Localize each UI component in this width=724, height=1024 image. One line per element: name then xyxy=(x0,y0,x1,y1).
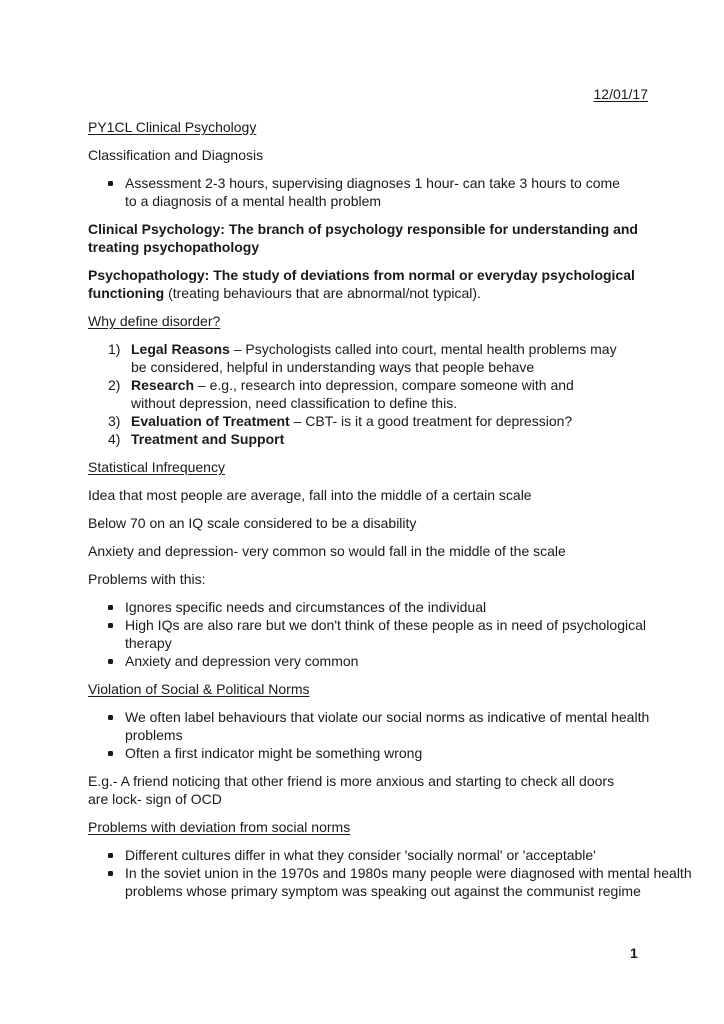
violation-example: E.g.- A friend noticing that other friend is more anxious and starting to check all doors are lock- sign of OCD xyxy=(88,773,615,807)
list-item xyxy=(108,376,621,412)
list-number: 1) xyxy=(108,341,121,357)
statistical-bullet-list xyxy=(88,598,708,670)
list-item xyxy=(108,412,621,430)
list-item: Assessment 2-3 hours, supervising diagnoses 1 hour- can take 3 hours to come to a diagnosis of a mental health problem xyxy=(125,174,630,210)
list-item: Ignores specific needs and circumstances of the individual xyxy=(125,598,670,616)
list-item-lead: Evaluation of Treatment xyxy=(131,413,290,429)
list-item-text: – e.g., research into depression, compare someone with and without depression, need classification to define this. xyxy=(131,377,574,411)
statistical-paragraph: Anxiety and depression- very common so would fall in the middle of the scale xyxy=(88,543,566,559)
subtitle: Classification and Diagnosis xyxy=(88,147,264,163)
definition-psychopathology-normal: (treating behaviours that are abnormal/not typical). xyxy=(164,285,481,301)
statistical-paragraph: Idea that most people are average, fall into the middle of a certain scale xyxy=(88,487,532,503)
list-item: In the soviet union in the 1970s and 1980s many people were diagnosed with mental health problems whose primary symptom was speaking out against the communist regime xyxy=(125,864,708,900)
list-item-text: – CBT- is it a good treatment for depression? xyxy=(289,413,573,429)
heading-problems-deviation: Problems with deviation from social norms xyxy=(88,819,351,835)
definition-clinical-bold: Clinical Psychology: The branch of psychology responsible for understanding and treating psychopathology xyxy=(88,221,638,255)
definition-clinical-psychology xyxy=(88,220,658,256)
list-item-lead: Research xyxy=(131,377,195,393)
list-item-lead: Treatment and Support xyxy=(131,431,285,447)
list-item: We often label behaviours that violate our social norms as indicative of mental health problems xyxy=(125,708,685,744)
list-number: 3) xyxy=(108,413,121,429)
list-item-text: – Psychologists called into court, mental health problems may be considered, helpful in understanding ways that people behave xyxy=(131,341,617,375)
list-item: Often a first indicator might be something wrong xyxy=(125,744,685,762)
list-item: Different cultures differ in what they consider 'socially normal' or 'acceptable' xyxy=(125,846,708,864)
list-item: High IQs are also rare but we don't think of these people as in need of psychological therapy xyxy=(125,616,670,652)
why-define-numbered-list xyxy=(88,340,708,448)
heading-violation-norms: Violation of Social & Political Norms xyxy=(88,681,310,697)
document-content xyxy=(88,85,708,900)
problems-deviation-bullet-list xyxy=(88,846,708,900)
violation-bullet-list xyxy=(88,708,708,762)
heading-why-define-disorder: Why define disorder? xyxy=(88,313,221,329)
date: 12/01/17 xyxy=(593,86,648,102)
statistical-paragraph: Below 70 on an IQ scale considered to be a disability xyxy=(88,515,417,531)
heading-statistical-infrequency: Statistical Infrequency xyxy=(88,459,225,475)
list-number: 4) xyxy=(108,431,121,447)
page-number: 1 xyxy=(630,945,638,961)
statistical-paragraph: Problems with this: xyxy=(88,571,206,587)
list-number: 2) xyxy=(108,377,121,393)
definition-psychopathology xyxy=(88,266,658,302)
list-item xyxy=(108,340,621,376)
list-item: Anxiety and depression very common xyxy=(125,652,670,670)
definition-psychopathology-bold: Psychopathology: The study of deviations from normal or everyday psychological functioning xyxy=(88,267,635,301)
intro-bullet-list xyxy=(88,174,708,210)
list-item xyxy=(108,430,621,448)
list-item-lead: Legal Reasons xyxy=(131,341,230,357)
doc-title: PY1CL Clinical Psychology xyxy=(88,119,257,135)
